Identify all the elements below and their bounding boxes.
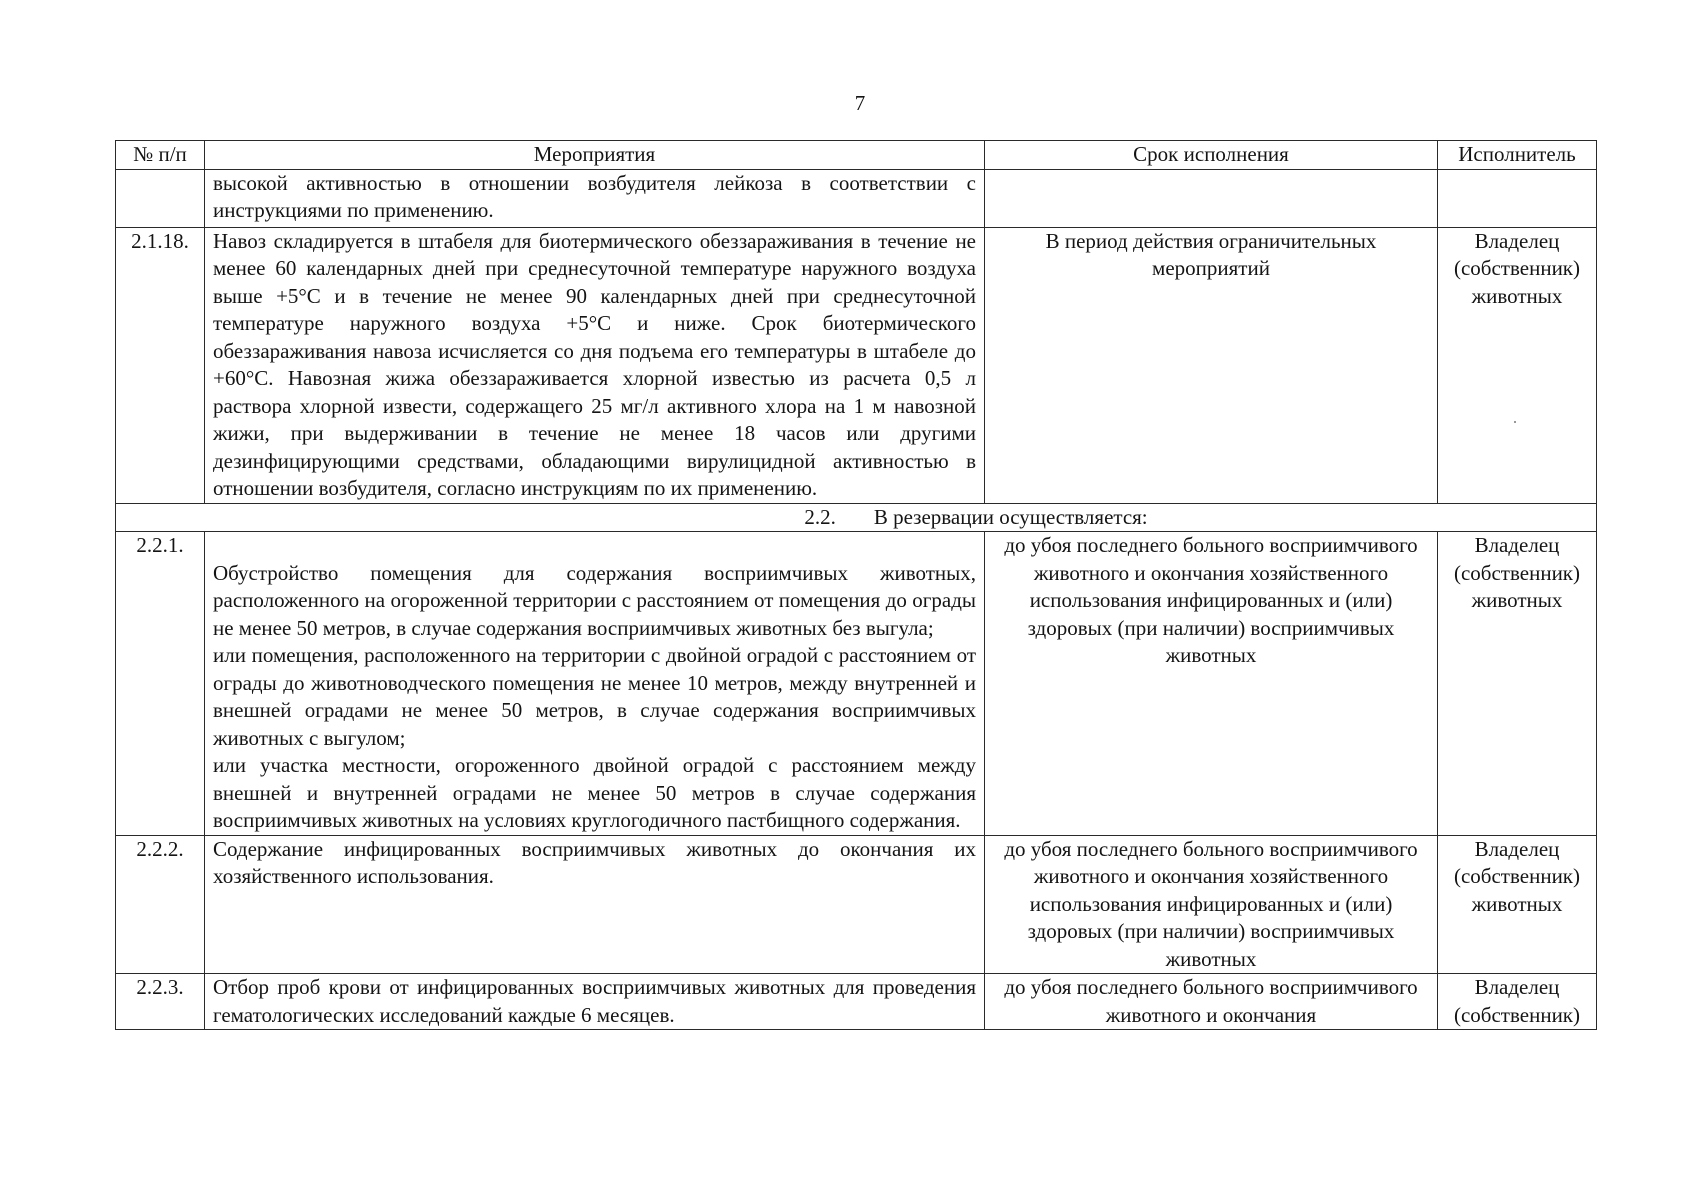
header-action: Мероприятия (205, 141, 985, 170)
table-row-2-2-2 (116, 835, 1597, 974)
cell-term (985, 169, 1438, 227)
cell-executor: Владелец (собственник) (1438, 974, 1597, 1030)
measures-table (115, 140, 1597, 1030)
cell-executor: Владелец (собственник) животных (1438, 227, 1597, 503)
cell-term: В период действия ограничительных мероприятий (985, 227, 1438, 503)
table-row-2-2-3 (116, 974, 1597, 1030)
cell-num: 2.2.1. (116, 532, 205, 836)
cell-action: Содержание инфицированных восприимчивых животных до окончания их хозяйственного использования. (205, 835, 985, 974)
cell-executor: Владелец (собственник) животных (1438, 532, 1597, 836)
cell-term: до убоя последнего больного восприимчивого животного и окончания хозяйственного использования инфицированных и (или) здоровых (при наличии) восприимчивых животных (985, 835, 1438, 974)
table-row-2-1-18 (116, 227, 1597, 503)
cell-executor (1438, 169, 1597, 227)
section-heading (116, 503, 1597, 532)
cell-action (205, 532, 985, 836)
page-number: 7 (854, 91, 866, 115)
table-body (116, 169, 1597, 1030)
cell-num (116, 169, 205, 227)
action-paragraph-1: Обустройство помещения для содержания восприимчивых животных, расположенного на огороженной территории с расстоянием от помещения до ограды не менее 50 метров, в случае содержания восприимчивых животных без выгула; (213, 560, 976, 640)
section-row-2-2 (116, 503, 1597, 532)
table-header (116, 141, 1597, 170)
cell-term: до убоя последнего больного восприимчивого животного и окончания хозяйственного использования инфицированных и (или) здоровых (при наличии) восприимчивых животных (985, 532, 1438, 836)
cell-executor: Владелец (собственник) животных (1438, 835, 1597, 974)
section-title: В резервации осуществляется: (873, 504, 1148, 529)
action-paragraph-3: или участка местности, огороженного двойной оградой с расстоянием между внешней и внутренней оградами не менее 50 метров в случае содержания восприимчивых животных на условиях круглогодичного пастбищного содержания. (213, 753, 976, 832)
section-number: 2.2. (804, 504, 836, 529)
cell-num: 2.2.3. (116, 974, 205, 1030)
header-executor: Исполнитель (1438, 141, 1597, 170)
header-num: № п/п (116, 141, 205, 170)
cell-term: до убоя последнего больного восприимчивого животного и окончания (985, 974, 1438, 1030)
table-row-2-2-1 (116, 532, 1597, 836)
cell-num: 2.2.2. (116, 835, 205, 974)
cell-action: Навоз складируется в штабеля для биотермического обеззараживания в течение не менее 60 календарных дней при среднесуточной температуре наружного воздуха выше +5°С и в течение не менее 90 календарных дней при среднесуточной температуре наружного воздуха +5°С и ниже. Срок биотермического обеззараживания навоза исчисляется со дня подъема его температуры в штабеле до +60°С. Навозная жижа обеззараживается хлорной известью из расчета 0,5 л раствора хлорной извести, содержащего 25 мг/л активного хлора на 1 м навозной жижи, при выдерживании в течение не менее 18 часов или другими дезинфицирующими средствами, обладающими вирулицидной активностью в отношении возбудителя, согласно инструкциям по их применению. (205, 227, 985, 503)
cell-action: Отбор проб крови от инфицированных восприимчивых животных для проведения гематологических исследований каждые 6 месяцев. (205, 974, 985, 1030)
header-row (116, 141, 1597, 170)
action-paragraph-2: или помещения, расположенного на территории с двойной оградой с расстоянием от ограды до животноводческого помещения не менее 10 метров, между внутренней и внешней оградами не менее 50 метров, в случае содержания восприимчивых животных с выгулом; (213, 643, 976, 750)
table-row-continuation (116, 169, 1597, 227)
header-term: Срок исполнения (985, 141, 1438, 170)
blank-line (213, 532, 976, 560)
cell-num: 2.1.18. (116, 227, 205, 503)
cell-action: высокой активностью в отношении возбудителя лейкоза в соответствии с инструкциями по применению. (205, 169, 985, 227)
scan-speck (1514, 421, 1516, 423)
